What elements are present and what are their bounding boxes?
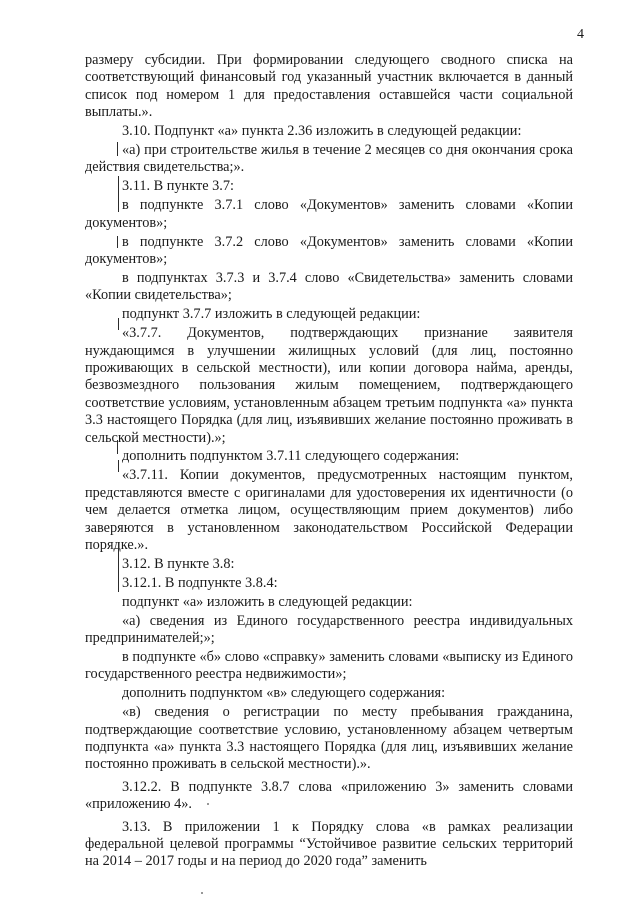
paragraph-3-7-2: в подпункте 3.7.2 слово «Документов» заменить словами «Копии документов»; bbox=[85, 233, 573, 267]
paragraph-subsidy-continuation: размеру субсидии. При формировании следующего сводного списка на соответствующий финансовый год указанный участник включается в данный список под номером 1 для предоставления оставшейся части социальной выплаты.». bbox=[85, 52, 573, 121]
document-body bbox=[85, 52, 573, 871]
paragraph-3-12-2: 3.12.2. В подпункте 3.8.7 слова «приложению 3» заменить словами «приложению 4». bbox=[85, 778, 573, 813]
paragraph-3-7-7-intro: подпункт 3.7.7 изложить в следующей редакции: bbox=[122, 306, 421, 323]
paragraph-3-12: 3.12. В пункте 3.8: bbox=[122, 555, 235, 572]
paragraph-3-8-4-b: в подпункте «б» слово «справку» заменить словами «выписку из Единого государственного реестра недвижимости»; bbox=[85, 648, 573, 683]
paragraph-3-7-7-text: «3.7.7. Документов, подтверждающих признание заявителя нуждающимся в улучшении жилищных условий (для лиц, постоянно проживающих в сельской местности), или копии договора найма, аренды, безвозмездного пользования жилым помещением, подтверждающего соответствие условиям, установленным абзацем третьим подпункта «а» пункта 3.3 настоящего Порядка (для лиц, изъявивших желание постоянно проживать в сельской местности).»; bbox=[85, 325, 573, 446]
paragraph-3-7-3-4: в подпунктах 3.7.3 и 3.7.4 слово «Свидетельства» заменить словами «Копии свидетельства»; bbox=[85, 269, 573, 304]
paragraph-3-13: 3.13. В приложении 1 к Порядку слова «в рамках реализации федеральной целевой программы “Устойчивое развитие сельских территорий на 2014 – 2017 годы и на период до 2020 года” заменить bbox=[85, 818, 573, 870]
paragraph-3-8-4-a-intro: подпункт «а» изложить в следующей редакции: bbox=[122, 593, 413, 610]
scan-margin-mark bbox=[117, 236, 118, 248]
scan-margin-mark bbox=[117, 142, 118, 156]
paragraph-3-10-a: «а) при строительстве жилья в течение 2 месяцев со дня окончания срока действия свидетельства;». bbox=[85, 142, 573, 176]
paragraph-3-10: 3.10. Подпункт «а» пункта 2.36 изложить в следующей редакции: bbox=[122, 123, 522, 140]
paragraph-3-8-4-v-text: «в) сведения о регистрации по месту пребывания гражданина, подтверждающие соответствие условию, установленному абзацем четвертым подпункта «а» пункта 3.3 настоящего Порядка (для лиц, изъявивших желание постоянно проживать в сельской местности).». bbox=[85, 704, 573, 773]
paragraph-3-7-1: в подпункте 3.7.1 слово «Документов» заменить словами «Копии документов»; bbox=[85, 197, 573, 231]
scan-speck bbox=[201, 892, 203, 894]
paragraph-3-12-1: 3.12.1. В подпункте 3.8.4: bbox=[122, 574, 278, 591]
scan-margin-mark bbox=[118, 460, 119, 472]
paragraph-3-7-11-intro: дополнить подпунктом 3.7.11 следующего содержания: bbox=[122, 448, 460, 465]
paragraph-3-11: 3.11. В пункте 3.7: bbox=[122, 178, 234, 195]
scan-margin-mark bbox=[118, 318, 119, 330]
paragraph-3-8-4-a-text: «а) сведения из Единого государственного реестра индивидуальных предпринимателей;»; bbox=[85, 612, 573, 646]
paragraph-3-7-11-text: «3.7.11. Копии документов, предусмотренных настоящим пунктом, представляются вместе с оригиналами для удостоверения их идентичности (о чем делается отметка лицом, осуществляющим прием документов) либо заверяются в установленном законодательством Российской Федерации порядке.». bbox=[85, 467, 573, 553]
page-number: 4 bbox=[577, 27, 584, 42]
scan-speck bbox=[207, 803, 209, 805]
paragraph-3-8-4-v-intro: дополнить подпунктом «в» следующего содержания: bbox=[122, 685, 446, 702]
scan-margin-mark bbox=[118, 176, 119, 212]
scan-margin-mark bbox=[118, 542, 119, 592]
scan-margin-mark bbox=[117, 440, 118, 454]
